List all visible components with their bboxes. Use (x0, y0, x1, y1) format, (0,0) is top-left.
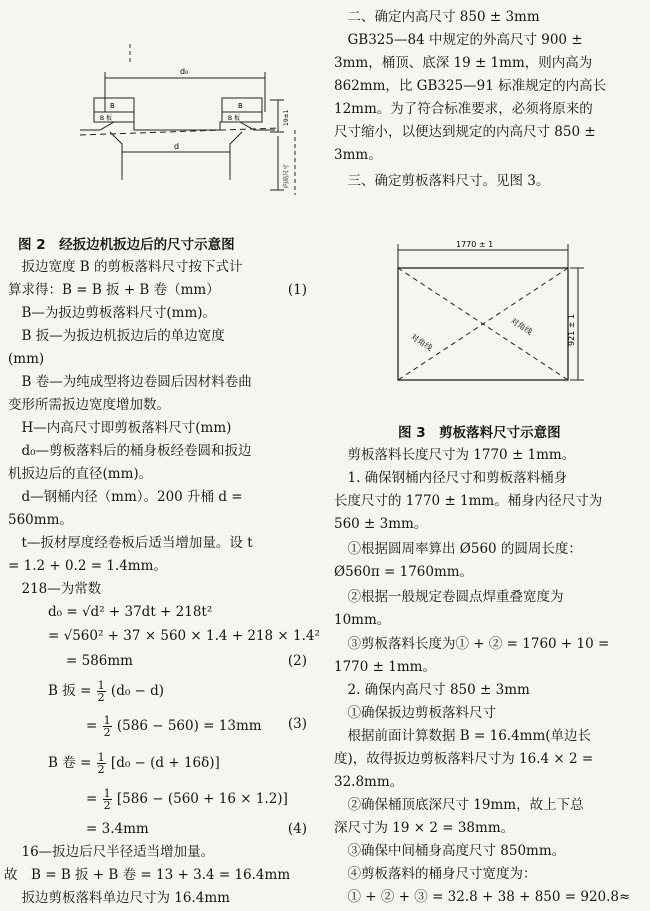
body-line: 1770 ± 1mm。 (334, 659, 436, 675)
body-line: B 卷—为纯成型将边卷圆后因材料卷曲 (8, 374, 252, 390)
figure-2-diagram (70, 40, 310, 200)
equation-bban-result (86, 715, 262, 738)
equation-bban-result-body: (586 − 560) = 13mm (116, 718, 262, 734)
body-line: 尺寸缩小，以便达到规定的内高尺寸 850 ± (334, 124, 596, 140)
equation-bban-body: (d₀ − d) (110, 683, 165, 699)
body-line: 扳边宽度 B 的剪板落料尺寸按下式计 (8, 259, 243, 275)
equals-sign: = (86, 718, 98, 734)
body-line: 1. 确保钢桶内径尺寸和剪板落料桶身 (334, 470, 568, 486)
body-line: 二、确定内高尺寸 850 ± 3mm (334, 9, 540, 25)
body-line: ②根据一般规定卷圆点焊重叠宽度为 (334, 589, 564, 605)
frac-den: 2 (97, 763, 105, 776)
fraction-half (103, 715, 112, 738)
fig2-label-d0: d₀ (180, 67, 189, 76)
equation-number: (4) (287, 821, 307, 837)
fig2-label-bban-right: B 板 (228, 115, 241, 122)
equation-bban-prefix: B 扳 = (48, 683, 92, 699)
fig2-label-bban-left: B 板 (100, 115, 113, 122)
equation-number: (3) (287, 716, 307, 732)
body-line: 机扳边后的直径(mm)。 (8, 466, 153, 482)
equation-number: (1) (287, 282, 307, 298)
fraction-half (103, 788, 112, 811)
equation-d0-line: = √560² + 37 × 560 × 1.4 + 218 × 1.4² (48, 628, 320, 644)
body-line: = 1.2 + 0.2 = 1.4mm。 (8, 558, 167, 574)
body-line: 3mm。 (334, 147, 382, 163)
frac-den: 2 (97, 691, 105, 704)
body-line: d—钢桶内径（mm）。200 升桶 d = (8, 489, 243, 505)
equation-bjuan-result-body: [586 − (560 + 16 × 1.2)] (116, 791, 288, 807)
fig3-diagonal-left: 对角线 (408, 332, 434, 353)
body-line: 10mm。 (334, 612, 391, 628)
body-line: 故 B = B 扳 + B 卷 = 13 + 3.4 = 16.4mm (4, 867, 291, 883)
body-line: ①确保扳边剪板落料尺寸 (334, 705, 496, 721)
body-line: ① + ② + ③ = 32.8 + 38 + 850 = 920.8≈ (334, 889, 631, 905)
fig3-diagonal-right: 对角线 (508, 316, 534, 337)
fig2-label-19: 19±1 (283, 109, 290, 126)
fig2-label-d: d (174, 142, 180, 151)
body-line: H—内高尺寸即剪板落料尺寸(mm) (8, 420, 232, 436)
body-line: 剪板落料长度尺寸为 1770 ± 1mm。 (334, 447, 576, 463)
body-line: B—为扳边剪板落料尺寸(mm)。 (8, 305, 217, 321)
fig3-height-label: 921 ± 1 (567, 313, 576, 346)
equation-d0-line: = 586mm (66, 653, 133, 669)
fraction-half (97, 752, 106, 775)
body-line: GB325—84 中规定的外高尺寸 900 ± (334, 32, 583, 48)
frac-num: 1 (97, 679, 105, 692)
frac-num: 1 (97, 751, 105, 764)
body-line: ③剪板落料长度为① + ② = 1760 + 10 = (334, 636, 610, 652)
body-line: 560mm。 (8, 512, 73, 528)
fig2-label-b-left: B (110, 102, 115, 110)
body-line: 862mm，比 GB325—91 标准规定的内高长 (334, 78, 607, 94)
body-line: 32.8mm。 (334, 774, 404, 790)
body-line: ②确保桶顶底深尺寸 19mm，故上下总 (334, 797, 584, 813)
equation-bjuan-final: = 3.4mm (86, 821, 149, 837)
body-line: (mm) (8, 351, 45, 367)
fig2-label-inner-height: 内高尺寸 (283, 163, 290, 188)
fraction-half (97, 680, 106, 703)
body-line: 度)，故得扳边剪板落料尺寸为 16.4 × 2 = (334, 751, 594, 767)
figure-3-diagram (388, 238, 588, 398)
figure-2-caption: 图 2 经扳边机扳边后的尺寸示意图 (18, 237, 235, 253)
body-line: B 扳—为扳边机扳边后的单边宽度 (8, 328, 225, 344)
fig3-width-label: 1770 ± 1 (456, 240, 494, 249)
body-line: ④剪板落料的桶身尺寸宽度为： (334, 866, 537, 882)
body-line: 扳边剪板落料单边尺寸为 16.4mm (8, 890, 230, 906)
fig2-label-b-right: B (238, 102, 243, 110)
body-line: 3mm，桶顶、底深 19 ± 1mm，则内高为 (334, 55, 593, 71)
equation-bban (48, 680, 164, 703)
body-line: ①根据圆周率算出 Ø560 的圆周长度： (334, 541, 582, 557)
body-line: ③确保中间桶身高度尺寸 850mm。 (334, 843, 566, 859)
body-line: t—扳材厚度经卷板后适当增加量。设 t (8, 535, 253, 551)
body-line: 长度尺寸的 1770 ± 1mm。桶身内径尺寸为 (334, 493, 603, 509)
frac-num: 1 (103, 714, 111, 727)
body-line: 深尺寸为 19 × 2 = 38mm。 (334, 820, 515, 836)
equals-sign: = (86, 791, 98, 807)
body-line: 变形所需扳边宽度增加数。 (8, 397, 170, 413)
body-line: 560 ± 3mm。 (334, 516, 428, 532)
equation-bjuan-body: [d₀ − (d + 16δ)] (110, 755, 220, 771)
frac-den: 2 (103, 726, 111, 739)
equation-d0-line: d₀ = √d² + 37dt + 218t² (48, 604, 213, 620)
body-line: 218—为常数 (8, 581, 102, 597)
body-line: d₀—剪板落料后的桶身板经卷圆和扳边 (8, 443, 252, 459)
body-line: 算求得：B = B 扳 + B 卷（mm） (8, 282, 220, 298)
equation-bjuan (48, 752, 220, 775)
body-line: 三、确定剪板落料尺寸。见图 3。 (334, 173, 550, 189)
frac-num: 1 (103, 787, 111, 800)
equation-number: (2) (287, 653, 307, 669)
equation-bjuan-prefix: B 卷 = (48, 755, 92, 771)
body-line: 根据前面计算数据 B = 16.4mm(单边长 (334, 728, 592, 744)
body-line: 2. 确保内高尺寸 850 ± 3mm (334, 682, 530, 698)
body-line: 16—扳边后尺半径适当增加量。 (8, 844, 215, 860)
figure-3-caption: 图 3 剪板落料尺寸示意图 (398, 425, 561, 441)
frac-den: 2 (103, 799, 111, 812)
equation-bjuan-result (86, 788, 288, 811)
body-line: Ø560π = 1760mm。 (334, 564, 474, 580)
body-line: 12mm。为了符合标准要求，必须将原来的 (334, 101, 593, 117)
